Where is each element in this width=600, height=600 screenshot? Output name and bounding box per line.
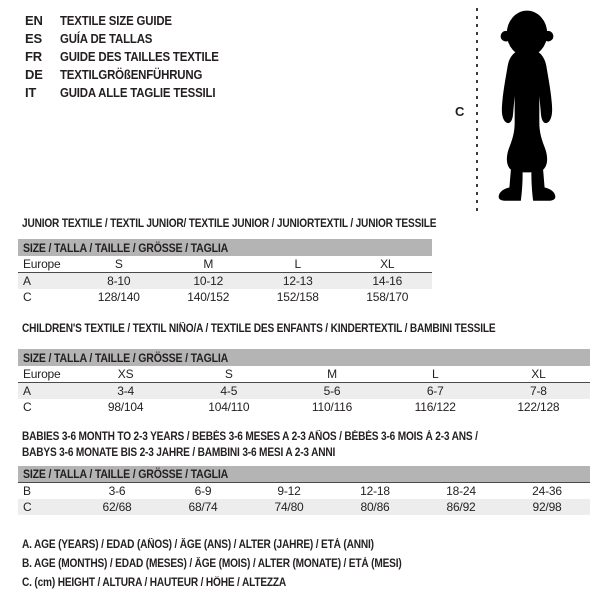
row-label: B	[23, 484, 31, 498]
cell-value: 4-5	[220, 384, 238, 398]
cell-value: 158/170	[366, 290, 409, 304]
cell-value: L	[431, 367, 439, 381]
cell-value: 5-6	[323, 384, 341, 398]
size-header-label: SIZE / TALLA / TAILLE / GRÖSSE / TAGLIA	[23, 467, 229, 481]
size-header-bar	[18, 466, 590, 483]
junior-table-title	[22, 216, 493, 232]
cell-value: 10-12	[193, 274, 224, 288]
cell-value: 80/86	[360, 500, 390, 514]
baby-torso	[502, 49, 552, 173]
cell-value: 62/68	[102, 500, 132, 514]
table-title-text: BABIES 3-6 MONTH TO 2-3 YEARS / BEBÉS 3-6 MESES A 2-3 AÑOS / BÉBÉS 3-6 MOIS À 2-3 ANS /	[22, 431, 478, 443]
footnote-a	[22, 536, 453, 555]
guide-title-en: TEXTILE SIZE GUIDE	[60, 12, 172, 28]
table-row	[18, 483, 590, 499]
baby-leg-right	[531, 166, 555, 200]
language-code: DE	[25, 66, 43, 82]
table-title-text: JUNIOR TEXTILE / TEXTIL JUNIOR/ TEXTILE JUNIOR / JUNIORTEXTIL / JUNIOR TESSILE	[22, 218, 437, 230]
babies-size-table	[18, 466, 590, 515]
language-row-it	[25, 83, 240, 101]
baby-ear-right	[543, 31, 554, 42]
language-code: EN	[25, 12, 43, 28]
cell-value: XL	[380, 257, 395, 271]
cell-value: 104/110	[208, 400, 250, 414]
cell-value: 74/80	[274, 500, 304, 514]
language-row-fr	[25, 47, 240, 65]
cell-value: 6-9	[194, 484, 212, 498]
baby-silhouette-icon	[483, 4, 571, 218]
table-row	[18, 289, 432, 305]
table-row	[18, 399, 590, 415]
row-label: Europe	[23, 367, 61, 381]
guide-title-it: GUIDA ALLE TAGLIE TESSILI	[60, 84, 216, 100]
guide-title-fr: GUIDE DES TAILLES TEXTILE	[60, 48, 219, 64]
children-table-title	[22, 321, 560, 337]
size-header-label: SIZE / TALLA / TAILLE / GRÖSSE / TAGLIA	[23, 240, 229, 255]
column-header-row	[18, 256, 432, 273]
table-title-line	[22, 429, 540, 445]
cell-value: 92/98	[532, 500, 562, 514]
table-title-line	[22, 445, 540, 461]
footnote-b-text: B. AGE (MONTHS) / EDAD (MESES) / ÂGE (MOIS) / ALTER (MONATE) / ETÀ (MESI)	[22, 558, 402, 570]
guide-title-de: TEXTILGRÖßENFÜHRUNG	[60, 66, 203, 82]
cell-value: 3-6	[108, 484, 126, 498]
cell-value: 98/104	[107, 400, 144, 414]
cell-value: 18-24	[446, 484, 476, 498]
footnote-a-text: A. AGE (YEARS) / EDAD (AÑOS) / ÂGE (ANS) / ALTER (JAHRE) / ETÀ (ANNI)	[22, 539, 374, 551]
babies-table-title	[22, 429, 540, 461]
cell-value: 9-12	[277, 484, 301, 498]
height-measure-dotted-line	[476, 8, 478, 212]
cell-value: S	[114, 257, 123, 271]
size-header-label: SIZE / TALLA / TAILLE / GRÖSSE / TAGLIA	[23, 350, 229, 365]
table-title-line	[22, 321, 560, 337]
cell-value: 12-18	[360, 484, 390, 498]
cell-value: 86/92	[446, 500, 476, 514]
language-row-en	[25, 11, 240, 29]
cell-value: 6-7	[426, 384, 444, 398]
baby-leg-left	[499, 166, 523, 200]
guide-title-es: GUÍA DE TALLAS	[60, 30, 153, 46]
cell-value: M	[327, 367, 337, 381]
language-row-de	[25, 65, 240, 83]
cell-value: 152/158	[276, 290, 319, 304]
cell-value: 122/128	[517, 400, 560, 414]
language-title-list	[25, 11, 240, 101]
height-measure-label: C	[455, 104, 465, 119]
language-code: IT	[25, 84, 37, 100]
baby-ear-left	[501, 31, 512, 42]
row-label: A	[23, 384, 31, 398]
size-header-bar	[18, 349, 590, 366]
cell-value: 110/116	[311, 400, 353, 414]
table-row	[18, 499, 590, 515]
table-title-text: CHILDREN'S TEXTILE / TEXTIL NIÑO/A / TEXTILE DES ENFANTS / KINDERTEXTIL / BAMBINI TESSILE	[22, 323, 496, 335]
table-title-line	[22, 216, 493, 232]
cell-value: 7-8	[530, 384, 547, 398]
row-label: Europe	[23, 257, 61, 271]
cell-value: 14-16	[372, 274, 403, 288]
legend-footnotes	[22, 536, 453, 593]
cell-value: XS	[117, 367, 134, 381]
cell-value: M	[203, 257, 214, 271]
row-label: C	[23, 290, 32, 304]
cell-value: 116/122	[414, 400, 456, 414]
language-code: ES	[25, 30, 42, 46]
footnote-b	[22, 555, 453, 574]
language-code: FR	[25, 48, 42, 64]
size-header-bar	[18, 239, 432, 256]
cell-value: XL	[531, 367, 546, 381]
table-title-text: BABYS 3-6 MONATE BIS 2-3 JAHRE / BAMBINI 3-6 MESI A 2-3 ANNI	[22, 447, 336, 459]
cell-value: L	[294, 257, 301, 271]
column-header-row	[18, 366, 590, 383]
footnote-c-text: C. (cm) HEIGHT / ALTURA / HAUTEUR / HÖHE / ALTEZZA	[22, 577, 287, 589]
table-row	[18, 383, 590, 399]
cell-value: 24-36	[532, 484, 562, 498]
cell-value: 140/152	[187, 290, 230, 304]
row-label: A	[23, 274, 31, 288]
cell-value: 128/140	[97, 290, 140, 304]
row-label: C	[23, 500, 32, 514]
footnote-c	[22, 574, 453, 593]
children-size-table	[18, 349, 590, 415]
cell-value: S	[224, 367, 233, 381]
cell-value: 8-10	[107, 274, 131, 288]
row-label: C	[23, 400, 32, 414]
cell-value: 3-4	[117, 384, 134, 398]
cell-value: 68/74	[188, 500, 218, 514]
table-row	[18, 273, 432, 289]
cell-value: 12-13	[282, 274, 313, 288]
language-row-es	[25, 29, 240, 47]
junior-size-table	[18, 239, 432, 305]
